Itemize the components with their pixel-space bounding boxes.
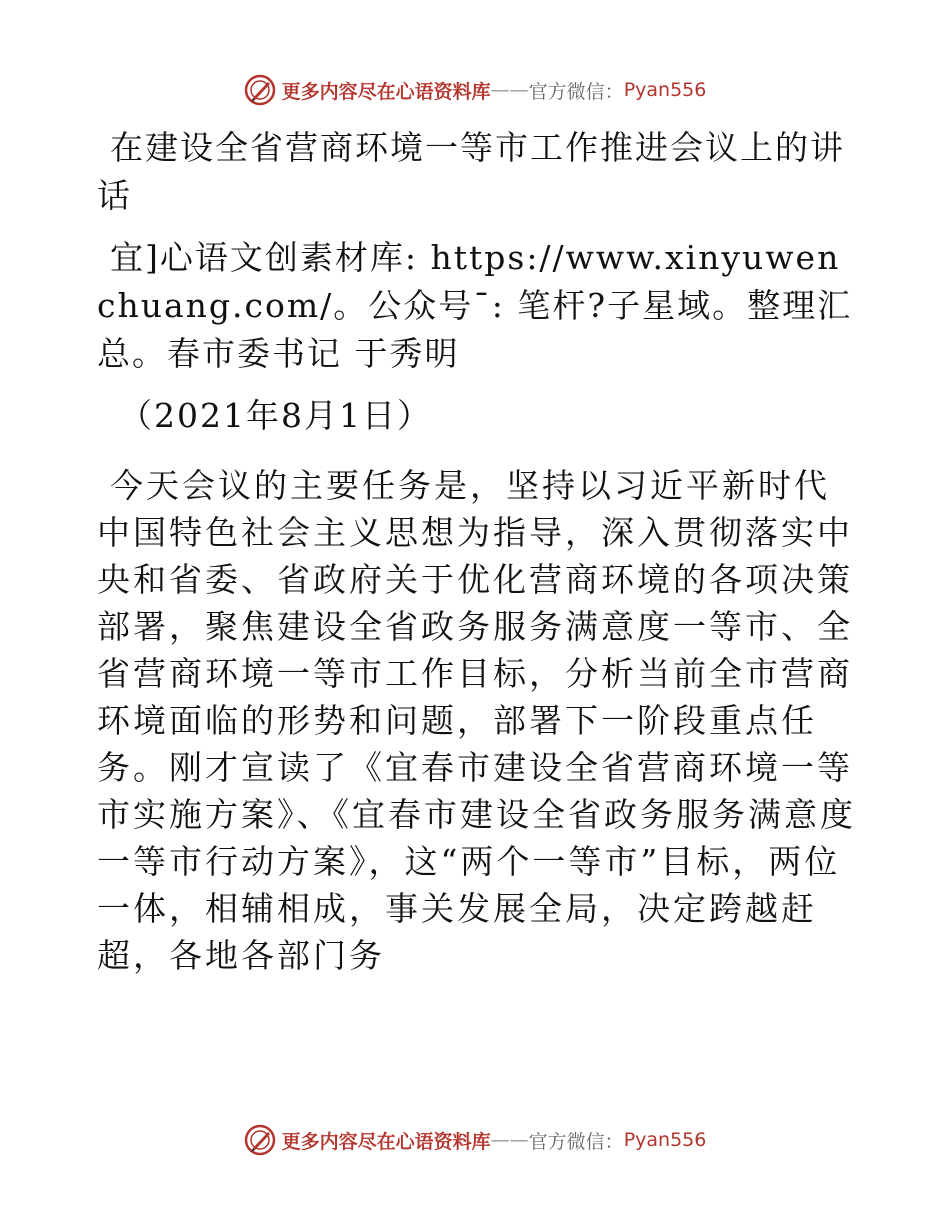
footer-banner: [0, 1120, 950, 1160]
header-banner: [0, 70, 950, 110]
banner-wechat-id: Pyan556: [623, 79, 707, 101]
document-date: （2021年8月1日）: [119, 396, 432, 435]
document-source-line: 宜]心语文创素材库: https://www.xinyuwenchuang.com/。公众号¯: 笔杆?子星域。整理汇总。春市委书记 于秀明: [97, 238, 853, 373]
document-content: [97, 124, 857, 993]
banner-wechat-id: Pyan556: [623, 1129, 707, 1151]
banner-text: 更多内容尽在心语资料库: [281, 80, 491, 103]
banner-wechat-label: 官方微信：: [528, 80, 624, 103]
banner-text: 更多内容尽在心语资料库: [281, 1130, 491, 1153]
banner-separator: ——: [490, 1129, 529, 1151]
banner-wechat-label: 官方微信：: [528, 1130, 624, 1153]
brand-logo-icon: [244, 74, 276, 106]
brand-logo-icon: [244, 1124, 276, 1156]
document-body-paragraph: 今天会议的主要任务是，坚持以习近平新时代中国特色社会主义思想为指导，深入贯彻落实中央和省委、省政府关于优化营商环境的各项决策部署，聚焦建设全省政务服务满意度一等市、全省营商环境一等市工作目标，分析当前全市营商环境面临的形势和问题，部署下一阶段重点任务。刚才宣读了《宜春市建设全省营商环境一等市实施方案》、《宜春市建设全省政务服务满意度一等市行动方案》，这“两个一等市”目标，两位一体，相辅相成，事关发展全局，决定跨越赶超，各地各部门务: [97, 466, 856, 975]
document-title: 在建设全省营商环境一等市工作推进会议上的讲话: [97, 128, 845, 215]
banner-separator: ——: [490, 79, 529, 101]
